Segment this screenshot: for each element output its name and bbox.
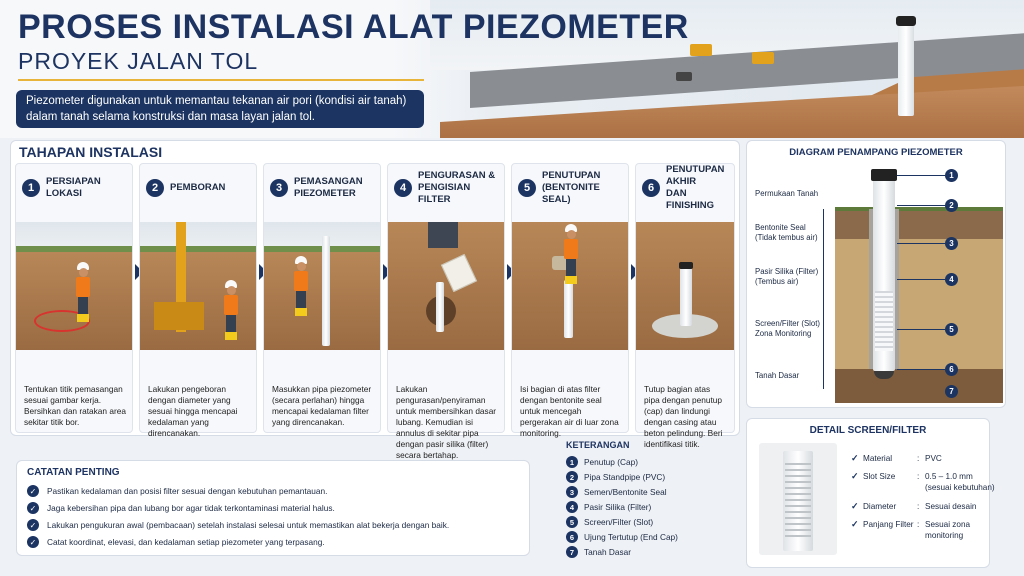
step-4-card — [387, 163, 505, 460]
label-screen: Screen/Filter (Slot) — [755, 319, 820, 328]
step-6-number: 6 — [642, 179, 660, 197]
roller-image — [676, 72, 692, 81]
base-soil-layer — [835, 369, 1003, 403]
step-2-label: PEMBORAN — [170, 182, 226, 193]
check-icon: ✓ — [27, 519, 39, 531]
spec-value: Sesuai desain — [925, 502, 977, 511]
bentonite-layer — [835, 209, 1003, 239]
screen-photo — [759, 443, 837, 555]
legend-item — [566, 501, 651, 513]
step-4-photo — [388, 222, 504, 350]
label-base-soil: Tanah Dasar — [755, 371, 800, 380]
legend-number: 2 — [566, 471, 578, 483]
page-subtitle: PROYEK JALAN TOL — [18, 48, 259, 74]
depth-bracket — [823, 209, 824, 389]
check-icon: ✓ — [27, 502, 39, 514]
step-4-label: PENGURASAN & — [418, 170, 496, 181]
marker-4: 4 — [945, 273, 958, 286]
intro-line-2: dalam tanah selama konstruksi dan masa layan jalan tol. — [26, 111, 315, 123]
title-divider — [18, 79, 424, 81]
legend-text: Screen/Filter (Slot) — [584, 517, 654, 527]
marker-3: 3 — [945, 237, 958, 250]
legend-text: Penutup (Cap) — [584, 457, 638, 467]
piezometer-pipe — [322, 236, 330, 346]
legend-number: 5 — [566, 516, 578, 528]
screen-slots — [785, 463, 811, 537]
spec-key: Material — [863, 454, 893, 463]
intro-box — [16, 90, 424, 128]
step-4-label-2: PENGISIAN FILTER — [418, 182, 471, 205]
spec-value: 0.5 – 1.0 mm — [925, 472, 973, 481]
screen-detail-panel: DETAIL SCREEN/FILTER ✓ Material : PVC ✓ Slot Size : 0.5 – 1.0 mm (sesuai kebutuhan) ✓ Diameter : Sesuai desain ✓ Panjang Filter : Sesuai zona monitoring — [746, 418, 990, 568]
worker-legs — [428, 222, 458, 248]
diagram-cap — [871, 169, 897, 181]
legend-number: 4 — [566, 501, 578, 513]
marker-5: 5 — [945, 323, 958, 336]
step-3-label-2: PIEZOMETER — [294, 188, 356, 199]
legend-number: 7 — [566, 546, 578, 558]
step-6-label: PENUTUPAN AKHIR — [666, 164, 725, 187]
ground-surface — [835, 207, 1003, 211]
spec-key: Diameter — [863, 502, 897, 511]
check-icon: ✓ — [851, 453, 859, 463]
step-4-description: Lakukan pengurasan/penyiraman untuk membersihkan dasar lubang. Kemudian isi annulus di sekitar pipa dengan pasir silika (filter) secara bertahap. — [396, 384, 497, 460]
diagram-title: DIAGRAM PENAMPANG PIEZOMETER — [789, 147, 963, 158]
intro-line-1: Piezometer digunakan untuk memantau tekanan air pori (kondisi air tanah) — [26, 95, 407, 107]
step-5-label: PENUTUPAN — [542, 170, 601, 181]
step-1-card — [15, 163, 133, 433]
legend-text: Ujung Tertutup (End Cap) — [584, 532, 678, 542]
label-bentonite: Bentonite Seal — [755, 223, 806, 232]
hero-pipe-cap — [896, 16, 916, 26]
legend-text: Pasir Silika (Filter) — [584, 502, 652, 512]
step-1-description: Tentukan titik pemasangan sesuai gambar kerja. Bersihkan dan ratakan area sekitar titik bor. — [24, 384, 126, 427]
step-2-description: Lakukan pengeboran dengan diameter yang sesuai hingga mencapai kedalaman yang direncanakan. — [148, 384, 238, 438]
legend-item — [566, 486, 667, 498]
step-3-card — [263, 163, 381, 433]
sand-layer — [835, 239, 1003, 369]
check-icon: ✓ — [851, 501, 859, 511]
piezometer-pipe — [436, 282, 444, 332]
marker-2: 2 — [945, 199, 958, 212]
piezometer-pipe — [680, 266, 692, 326]
legend-item — [566, 456, 638, 468]
step-3-label: PEMASANGAN — [294, 176, 363, 187]
marker-1: 1 — [945, 169, 958, 182]
note-item — [27, 519, 449, 531]
marker-6: 6 — [945, 363, 958, 376]
legend-number: 1 — [566, 456, 578, 468]
step-1-photo — [16, 222, 132, 350]
legend-text: Tanah Dasar — [584, 547, 632, 557]
notes-panel — [16, 460, 530, 556]
step-6-description: Tutup bagian atas pipa dengan penutup (cap) dan lindungi dengan casing atau beton pelindung. Beri identifikasi titik. — [644, 384, 723, 449]
step-3-photo — [264, 222, 380, 350]
check-icon: ✓ — [851, 519, 859, 529]
worker-figure — [294, 256, 308, 316]
step-1-label: PERSIAPAN LOKASI — [46, 176, 101, 199]
legend-text: Semen/Bentonite Seal — [584, 487, 667, 497]
spec-value-note: (sesuai kebutuhan) — [925, 483, 995, 492]
marker-7: 7 — [945, 385, 958, 398]
spec-value-note: monitoring — [925, 531, 964, 540]
step-5-description: Isi bagian di atas filter dengan bentonite seal untuk mencegah pergerakan air di luar zona monitoring. — [520, 384, 619, 438]
note-item — [27, 485, 327, 497]
legend-item — [566, 546, 631, 558]
label-bentonite-note: (Tidak tembus air) — [755, 233, 818, 242]
drill-rig-body — [154, 302, 204, 330]
diagram-panel — [746, 140, 1006, 408]
check-icon: ✓ — [851, 471, 859, 481]
step-5-label-2: (BENTONITE SEAL) — [542, 182, 600, 205]
step-5-card — [511, 163, 629, 438]
screen-slots — [875, 291, 893, 351]
legend-text: Pipa Standpipe (PVC) — [584, 472, 666, 482]
worker-figure — [564, 224, 578, 284]
note-text: Jaga kebersihan pipa dan lubang bor agar tidak terkontaminasi material halus. — [47, 503, 335, 513]
legend-title: KETERANGAN — [566, 440, 630, 450]
legend-item — [566, 471, 665, 483]
step-6-label-2: DAN FINISHING — [666, 188, 715, 211]
legend-panel — [546, 436, 736, 566]
step-3-description: Masukkan pipa piezometer (secara perlahan) hingga mencapai kedalaman filter yang direncanakan. — [272, 384, 372, 427]
step-6-photo — [636, 222, 734, 350]
steps-title: TAHAPAN INSTALASI — [19, 144, 163, 160]
check-icon: ✓ — [27, 485, 39, 497]
step-1-number: 1 — [22, 179, 40, 197]
step-2-card — [139, 163, 257, 438]
note-text: Catat koordinat, elevasi, dan kedalaman setiap piezometer yang terpasang. — [47, 537, 325, 547]
label-sand: Pasir Silika (Filter) — [755, 267, 819, 276]
note-text: Pastikan kedalaman dan posisi filter sesuai dengan kebutuhan pemantauan. — [47, 486, 328, 496]
legend-number: 3 — [566, 486, 578, 498]
step-5-number: 5 — [518, 179, 536, 197]
legend-number: 6 — [566, 531, 578, 543]
step-5-photo — [512, 222, 628, 350]
step-2-photo — [140, 222, 256, 350]
legend-item — [566, 516, 653, 528]
note-text: Lakukan pengukuran awal (pembacaan) setelah instalasi selesai untuk memastikan alat bekerja dengan baik. — [47, 520, 450, 530]
label-ground-surface: Permukaan Tanah — [755, 189, 819, 198]
screen-detail-title: DETAIL SCREEN/FILTER — [809, 425, 927, 436]
spec-key: Slot Size — [863, 472, 896, 481]
excavator-image — [690, 44, 712, 56]
label-screen-note: Zona Monitoring — [755, 329, 812, 338]
note-item — [27, 536, 325, 548]
piezometer-pipe — [564, 280, 573, 338]
legend-item — [566, 531, 678, 543]
step-2-number: 2 — [146, 179, 164, 197]
label-sand-note: (Tembus air) — [755, 277, 799, 286]
step-6-card — [635, 163, 735, 449]
spec-key: Panjang Filter — [863, 520, 914, 529]
page-title: PROSES INSTALASI ALAT PIEZOMETER — [18, 8, 689, 46]
check-icon: ✓ — [27, 536, 39, 548]
notes-title: CATATAN PENTING — [27, 467, 120, 478]
worker-figure — [76, 262, 90, 322]
note-item — [27, 502, 335, 514]
hero-piezometer-pipe — [898, 20, 914, 116]
spec-value: PVC — [925, 454, 942, 463]
worker-figure — [224, 280, 238, 340]
pipe-cap — [679, 262, 693, 269]
spec-value: Sesuai zona — [925, 520, 971, 529]
step-4-number: 4 — [394, 179, 412, 197]
loader-image — [752, 52, 774, 64]
step-3-number: 3 — [270, 179, 288, 197]
